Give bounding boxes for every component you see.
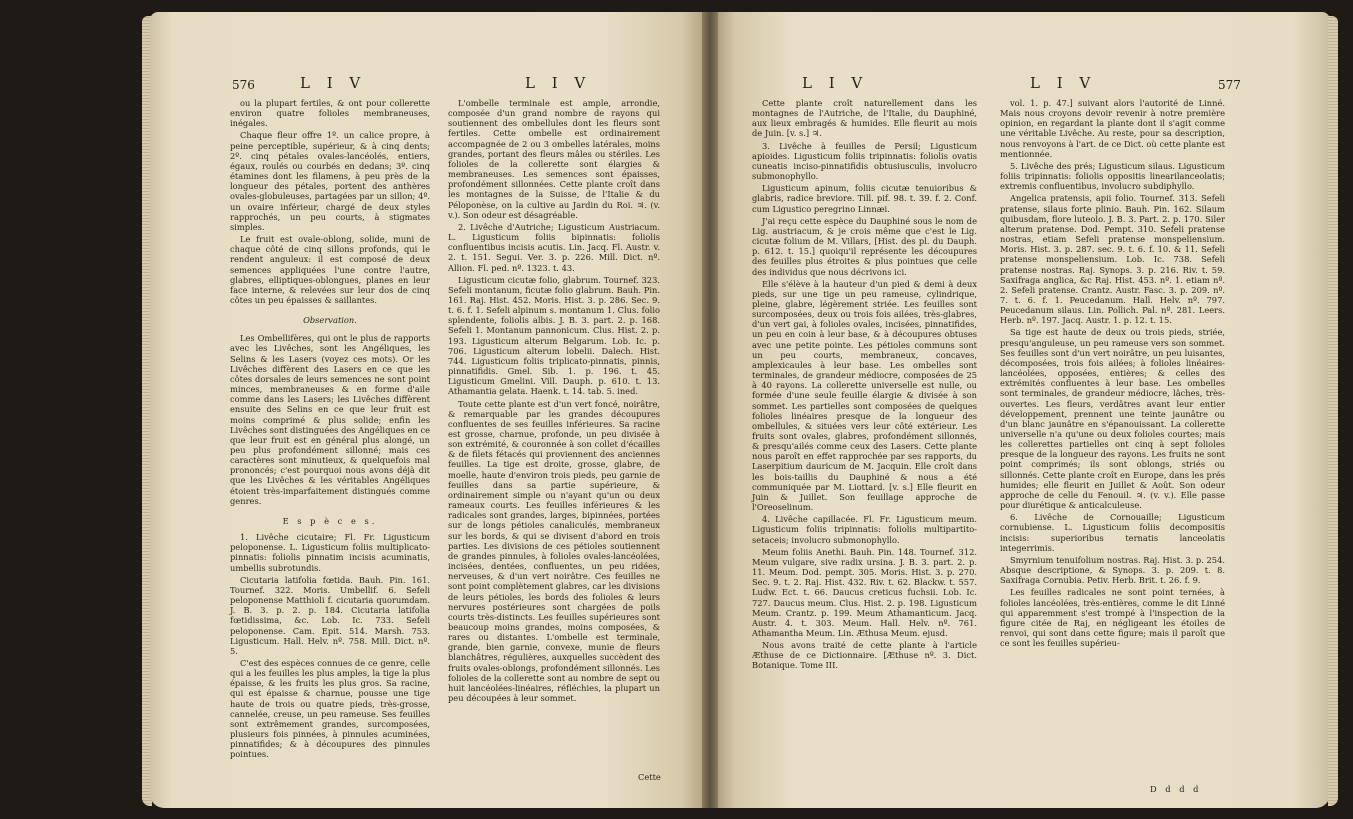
- paragraph: Les Ombellifères, qui ont le plus de rapports avec les Livêches, sont les Angéliques, les Selins & les Lasers (voyez ces mots). Or les Livêches diffèrent des Lasers en ce que les côtes dorsales de leurs semences ne sont point minces, membraneuses & en forme d'aile comme dans les Lasers; les Livêches diffèrent ensuite des Selins en ce que leur fruit est moins comprimé & plus solide; enfin les Livêches sont distinguées des Angéliques en ce que leur fruit est en général plus alongé, un peu plus profondément sillonné; mais ces caractères sont minutieux, & quelquefois mal prononcés; c'est pourquoi nous avons déjà dit que les Livêches & les véritables Angéliques étoient très-imparfaitement distingués comme genres.: [230, 333, 430, 506]
- paragraph: Smyrnium tenuifolium nostras. Raj. Hist. 3. p. 254. Absque descriptione, & Synops. 3. p. 209. t. 8. Saxifraga Cornubia. Petiv. Herb. Brit. t. 26. f. 9.: [1000, 554, 1225, 586]
- right-column-2: [1000, 98, 1225, 650]
- left-column-2: [448, 98, 660, 705]
- right-column-1: [752, 98, 977, 673]
- book-gutter: [702, 12, 718, 808]
- paragraph: vol. 1. p. 47.] suivant alors l'autorité de Linné. Mais nous croyons devoir revenir à notre première opinion, en regardant la plante dont il s'agit comme une véritable Livêche. Au reste, pour sa description, nous renvoyons à l'art. de ce Dict. où cette plante est mentionnée.: [1000, 98, 1225, 159]
- page-number-left: 576: [232, 78, 255, 92]
- page-number-right: 577: [1218, 78, 1241, 92]
- paragraph: Ligusticum cicutæ folio, glabrum. Tournef. 323. Sefeli montanum, ficutæ folio glabrum. Bauh. Pin. 161. Raj. Hist. 452. Moris. Hist. 3. p. 286. Sec. 9. t. 6. f. 1. Sefeli alpinum s. montanum 1. Clus. folio splendente, foliolis albis. J. B. 3. part. 2. p. 168. Sefeli 1. Montanum pannonicum. Clus. Hist. 2. p. 193. Ligusticum alterum Belgarum. Lob. Ic. p. 706. Ligusticum alterum lobelii. Dalech. Hist. 744. Ligusticum foliis triplicato-pinnatis, pinnis, pinnatifidis. Gmel. Sib. 1. p. 196. t. 45. Ligusticum Gmelini. Vill. Dauph. p. 610. t. 13. Athamantia gelata. Haenk. t. 14. tab. 5. ined.: [448, 274, 660, 397]
- paragraph: J'ai reçu cette espèce du Dauphiné sous le nom de Lig. austriacum, & je crois même que c'est le Lig. cicutæ folium de M. Villars, [Hist. des pl. du Dauph. p. 612. t. 15.] quoiqu'il représente les découpures des feuilles plus étroites & plus pointues que celle des individus que nous décrivons ici.: [752, 215, 977, 277]
- signature-mark: D d d d: [1150, 784, 1202, 794]
- paragraph: Angelica pratensis, apii folio. Tournef. 313. Sefeli pratense, silaus forte plinio. Bauh. Pin. 162. Silaum quibusdam, flore luteolo. J. B. 3. Part. 2. p. 170. Siler alterum pratense. Dod. Pempt. 310. Sefeli pratense nostras, etiam Sefeli pratense monspeliensium. Moris. Hist. 3. p. 287. sec. 9. t. 6. f. 10. & 11. Sefeli pratense monspeliensium. Lob. Ic. 738. Sefeli pratense nostras. Raj. Synops. 3. p. 216. Riv. t. 59. Saxifraga anglica, &c Raj. Hist. 453. nº. 1. etiam nº. 2. Sefeli pratense. Crantz. Austr. Fasc. 3. p. 209. nº. 7. t. 6. f. 1. Peucedanum. Hall. Helv. nº. 797. Peucedanum silaus. Lin. Pollich. Pal. nº. 281. Leers. Herb. nº. 197. Jacq. Austr. 1. p. 12. t. 15.: [1000, 193, 1225, 326]
- paragraph: Elle s'élève à la hauteur d'un pied & demi à deux pieds, sur une tige un peu rameuse, cylindrique, pleine, glabre, légèrement striée. Les feuilles sont surcomposées, deux ou trois fois ailées, très-glabres, d'un vert gai, à folioles ovales, incisées, pinnatifides, un peu en coin à leur base, & à découpures obtuses avec une petite pointe. Les pétioles communs sont un peu courts, membraneux, concaves, amplexicaules à leur base. Les ombelles sont terminales, de grandeur médiocre, composées de 25 à 40 rayons. La collerette universelle est nulle, ou formée d'une seule feuille élargie & divisée à son sommet. Les partielles sont composées de quelques folioles linéaires presque de la longueur des ombellules, & situées vers leur côté extérieur. Les fruits sont ovales, glabres, profondément sillonnés, & presqu'ailés comme ceux des Lasers. Cette plante nous paroît en effet rapprochée par ses rapports, du Laserpitium dauricum de M. Jacquin. Elle croît dans les bois-taillis du Dauphiné & nous a été communiquée par M. Liottard. [v. s.] Elle fleurit en Juin & Juillet. Son feuillage approche de l'Oreoselinum.: [752, 278, 977, 513]
- paragraph: Les feuilles radicales ne sont point ternées, à folioles lancéolées, très-entières, comme le dit Linné qui apparemment s'est trompé à l'inspection de la figure citée de Raj, en négligeant les étoiles de renvoi, qui sont dans cette figure; mais il paroît que ce sont les feuilles supérieu-: [1000, 587, 1225, 649]
- paragraph: C'est des espèces connues de ce genre, celle qui a les feuilles les plus amples, la tige la plus épaisse, & les fruits les plus gros. Sa racine, qui est épaisse & charnue, pousse une tige haute de trois ou quatre pieds, très-grosse, cannelée, creuse, un peu rameuse. Ses feuilles sont extrêmement grandes, surcomposées, plusieurs fois pinnées, à pinnules acuminées, pinnatifides; & à découpures des pinnules pointues.: [230, 657, 430, 760]
- paragraph: Ligusticum apinum, foliis cicutæ tenuioribus & glabris, radice breviore. Till. pif. 98. t. 39. f. 2. Conf. cum Ligustico peregrino Linnæi.: [752, 183, 977, 214]
- paragraph: 3. Livêche à feuilles de Persil; Ligusticum apioides. Ligusticum foliis tripinnatis: foliolis ovatis cuneatis inciso-pinnatifidis obtusiusculis, involucro submonophyllo.: [752, 140, 977, 182]
- left-column-1: [230, 98, 430, 762]
- paragraph: Cette plante croît naturellement dans les montagnes de l'Autriche, de l'Italie, du Dauphiné, aux lieux embragés & humides. Elle fleurit au mois de Juin. [v. s.] ♃.: [752, 98, 977, 139]
- paragraph: L'ombelle terminale est ample, arrondie, composée d'un grand nombre de rayons qui soutiennent des ombellules dont les fleurs sont fertiles. Cette ombelle est ordinairement accompagnée de 2 ou 3 ombelles latérales, moins grandes, portant des fleurs mâles ou stériles. Les folioles de la collerette sont élargies & membraneuses. Les semences sont épaisses, profondément sillonnées. Cette plante croît dans les montagnes de la Suisse, de l'Italie & du Péloponèse, on la cultive au Jardin du Roi. ♃. (v. v.). Son odeur est désagréable.: [448, 98, 660, 220]
- paragraph: 4. Livêche capillacée. Fl. Fr. Ligusticum meum. Ligusticum foliis tripinnatis: foliolis multipartito-setaceis; involucro submonophyllo.: [752, 514, 977, 545]
- page-edges-right: [1328, 16, 1338, 806]
- running-header-right-2: L I V: [1030, 74, 1097, 92]
- paragraph: 2. Livêche d'Autriche; Ligusticum Austriacum. L. Ligusticum foliis bipinnatis: foliolis confluentibus incisis acutis. Lin. Jacq. Fl. Austr. v. 2. t. 151. Segui. Ver. 3. p. 226. Mill. Dict. nº. Allion. Fl. ped. nº. 1323. t. 43.: [448, 221, 660, 273]
- running-header-left-2: L I V: [525, 74, 592, 92]
- paragraph: 5. Livêche des prés; Ligusticum silaus. Ligusticum foliis tripinnatis: foliolis oppositis linearilanceolatis; extremis confluentibus, involucro subdiphyllo.: [1000, 160, 1225, 192]
- paragraph: Le fruit est ovale-oblong, solide, muni de chaque côté de cinq sillons profonds, qui le rendent anguleux: il est composé de deux semences appliquées l'une contre l'autre, glabres, elliptiques-oblongues, planes en leur face interne, & relevées sur leur dos de cinq côtes un peu épaisses & saillantes.: [230, 234, 430, 305]
- paragraph: Sa tige est haute de deux ou trois pieds, striée, presqu'anguleuse, un peu rameuse vers son sommet. Ses feuilles sont d'un vert noirâtre, un peu luisantes, décomposées, trois fois ailées; à folioles linéaires-lancéolées, opposées, entières; & celles des extrémités confluentes à leur base. Les ombelles sont terminales, de grandeur médiocre, lâches, très-ouvertes. Les fleurs, verdâtres avant leur entier développement, prennent une teinte jaunâtre ou d'un blanc jaunâtre en s'épanouissant. La collerette universelle n'a qu'une ou deux folioles courtes; mais les collerettes partielles ont cinq à sept folioles presque de la longueur des rayons. Les fruits ne sont point comprimés; ils sont oblongs, striés ou sillonnés. Cette plante croît en Europe, dans les prés humides; elle fleurit en Juillet & Août. Son odeur approche de celle du Fenouil. ♃. (v. v.). Elle passe pour diurétique & anticalculeuse.: [1000, 327, 1225, 511]
- catchword: Cette: [638, 772, 661, 782]
- paragraph: 6. Livêche de Cornouaille; Ligusticum cornubiense. L. Ligusticum foliis decompositis incisis: superioribus ternatis lanceolatis integerrimis.: [1000, 512, 1225, 553]
- running-header-left-1: L I V: [300, 74, 367, 92]
- paragraph: Cicutaria latifolia fœtida. Bauh. Pin. 161. Tournef. 322. Moris. Umbellif. 6. Sefeli peloponense Matthioli f. cicutaria quorumdam. J. B. 3. p. 2. p. 184. Cicutaria latifolia fœtidissima, &c. Lob. Ic. 733. Sefeli peloponense. Cam. Epit. 514. Marsh. 753. Ligusticum. Hall. Helv. nº. 758. Mill. Dict. nº. 5.: [230, 574, 430, 656]
- paragraph: Chaque fleur offre 1º. un calice propre, à peine perceptible, supérieur, & à cinq dents; 2º. cinq pétales ovales-lancéolés, entiers, égaux, roulés ou courbés en dedans; 3º. cinq étamines dont les filamens, à peu près de la longueur des pétales, portent des anthères ovales-globuleuses, partagées par un sillon; 4º. un ovaire inférieur, chargé de deux styles rapprochés, un peu courts, à stigmates simples.: [230, 130, 430, 232]
- paragraph: 1. Livêche cicutaire; Fl. Fr. Ligusticum peloponense. L. Ligusticum foliis multiplicato-pinnatis: foliolis pinnatim incisis acuminatis, umbellis subrotundis.: [230, 532, 430, 573]
- paragraph: Toute cette plante est d'un vert foncé, noirâtre, & remarquable par les grandes découpures confluentes de ses feuilles inférieures. Sa racine est grosse, charnue, profonde, un peu divisée à son extrémité, & couronnée à son collet d'écailles & de filets fétacés qui proviennent des anciennes feuilles. La tige est droite, grosse, glabre, de moelle, haute d'environ trois pieds, peu garnie de feuilles dans sa partie supérieure, & ordinairement simple ou n'ayant qu'un ou deux rameaux courts. Les feuilles inférieures & les radicales sont grandes, larges, bipinnées, portées sur de longs pétioles canaliculés, membraneux sur les bords, & qui se divisent d'abord en trois parties. Les divisions de ces pétioles soutiennent de grandes pinnules, à folioles ovales-lancéolées, incisées, dentées, confluentes, un peu ridées, nerveuses, & d'un vert noirâtre. Ces feuilles ne sont point complètement glabres, car les divisions de leurs pétioles, les bords des folioles & leurs nervures postérieures sont chargées de poils courts très-distincts. Les feuilles supérieures sont beaucoup moins grandes, moins composées, & rares ou distantes. L'ombelle est terminale, grande, bien garnie, convexe, munie de fleurs blanchâtres, régulières, auxquelles succèdent des fruits ovales-oblongs, profondément sillonnés. Les folioles de la collerette sont au nombre de sept ou huit lancéolées-linéaires, réfléchies, la plupart un peu découpées à leur sommet.: [448, 398, 660, 704]
- right-page: [710, 12, 1330, 808]
- section-heading: Observation.: [303, 315, 357, 326]
- paragraph: ou la plupart fertiles, & ont pour collerette environ quatre folioles membraneuses, inégales.: [230, 98, 430, 129]
- open-book: [150, 12, 1350, 812]
- section-heading: E s p è c e s.: [282, 515, 378, 526]
- paragraph: Nous avons traité de cette plante à l'article Æthuse de ce Dictionnaire. [Æthuse nº. 3. Dict. Botanique. Tome III.: [752, 640, 977, 671]
- left-page: [150, 12, 710, 808]
- running-header-right-1: L I V: [802, 74, 869, 92]
- paragraph: Meum foliis Anethi. Bauh. Pin. 148. Tournef. 312. Meum vulgare, sive radix ursina. J. B. 3. part. 2. p. 11. Meum. Dod. pempt. 305. Moris. Hist. 3. p. 270. Sec. 9. t. 2. Raj. Hist. 432. Riv. t. 62. Blackw. t. 557. Ludw. Ect. t. 66. Daucus creticus fuchsii. Lob. Ic. 727. Daucus meum. Clus. Hist. 2. p. 198. Ligusticum Meum. Crantz. p. 199. Meum Athamanticum. Jacq. Austr. 4. t. 303. Meum. Hall. Helv. nº. 761. Athamantha Meum. Lin. Æthusa Meum. ejusd.: [752, 546, 977, 638]
